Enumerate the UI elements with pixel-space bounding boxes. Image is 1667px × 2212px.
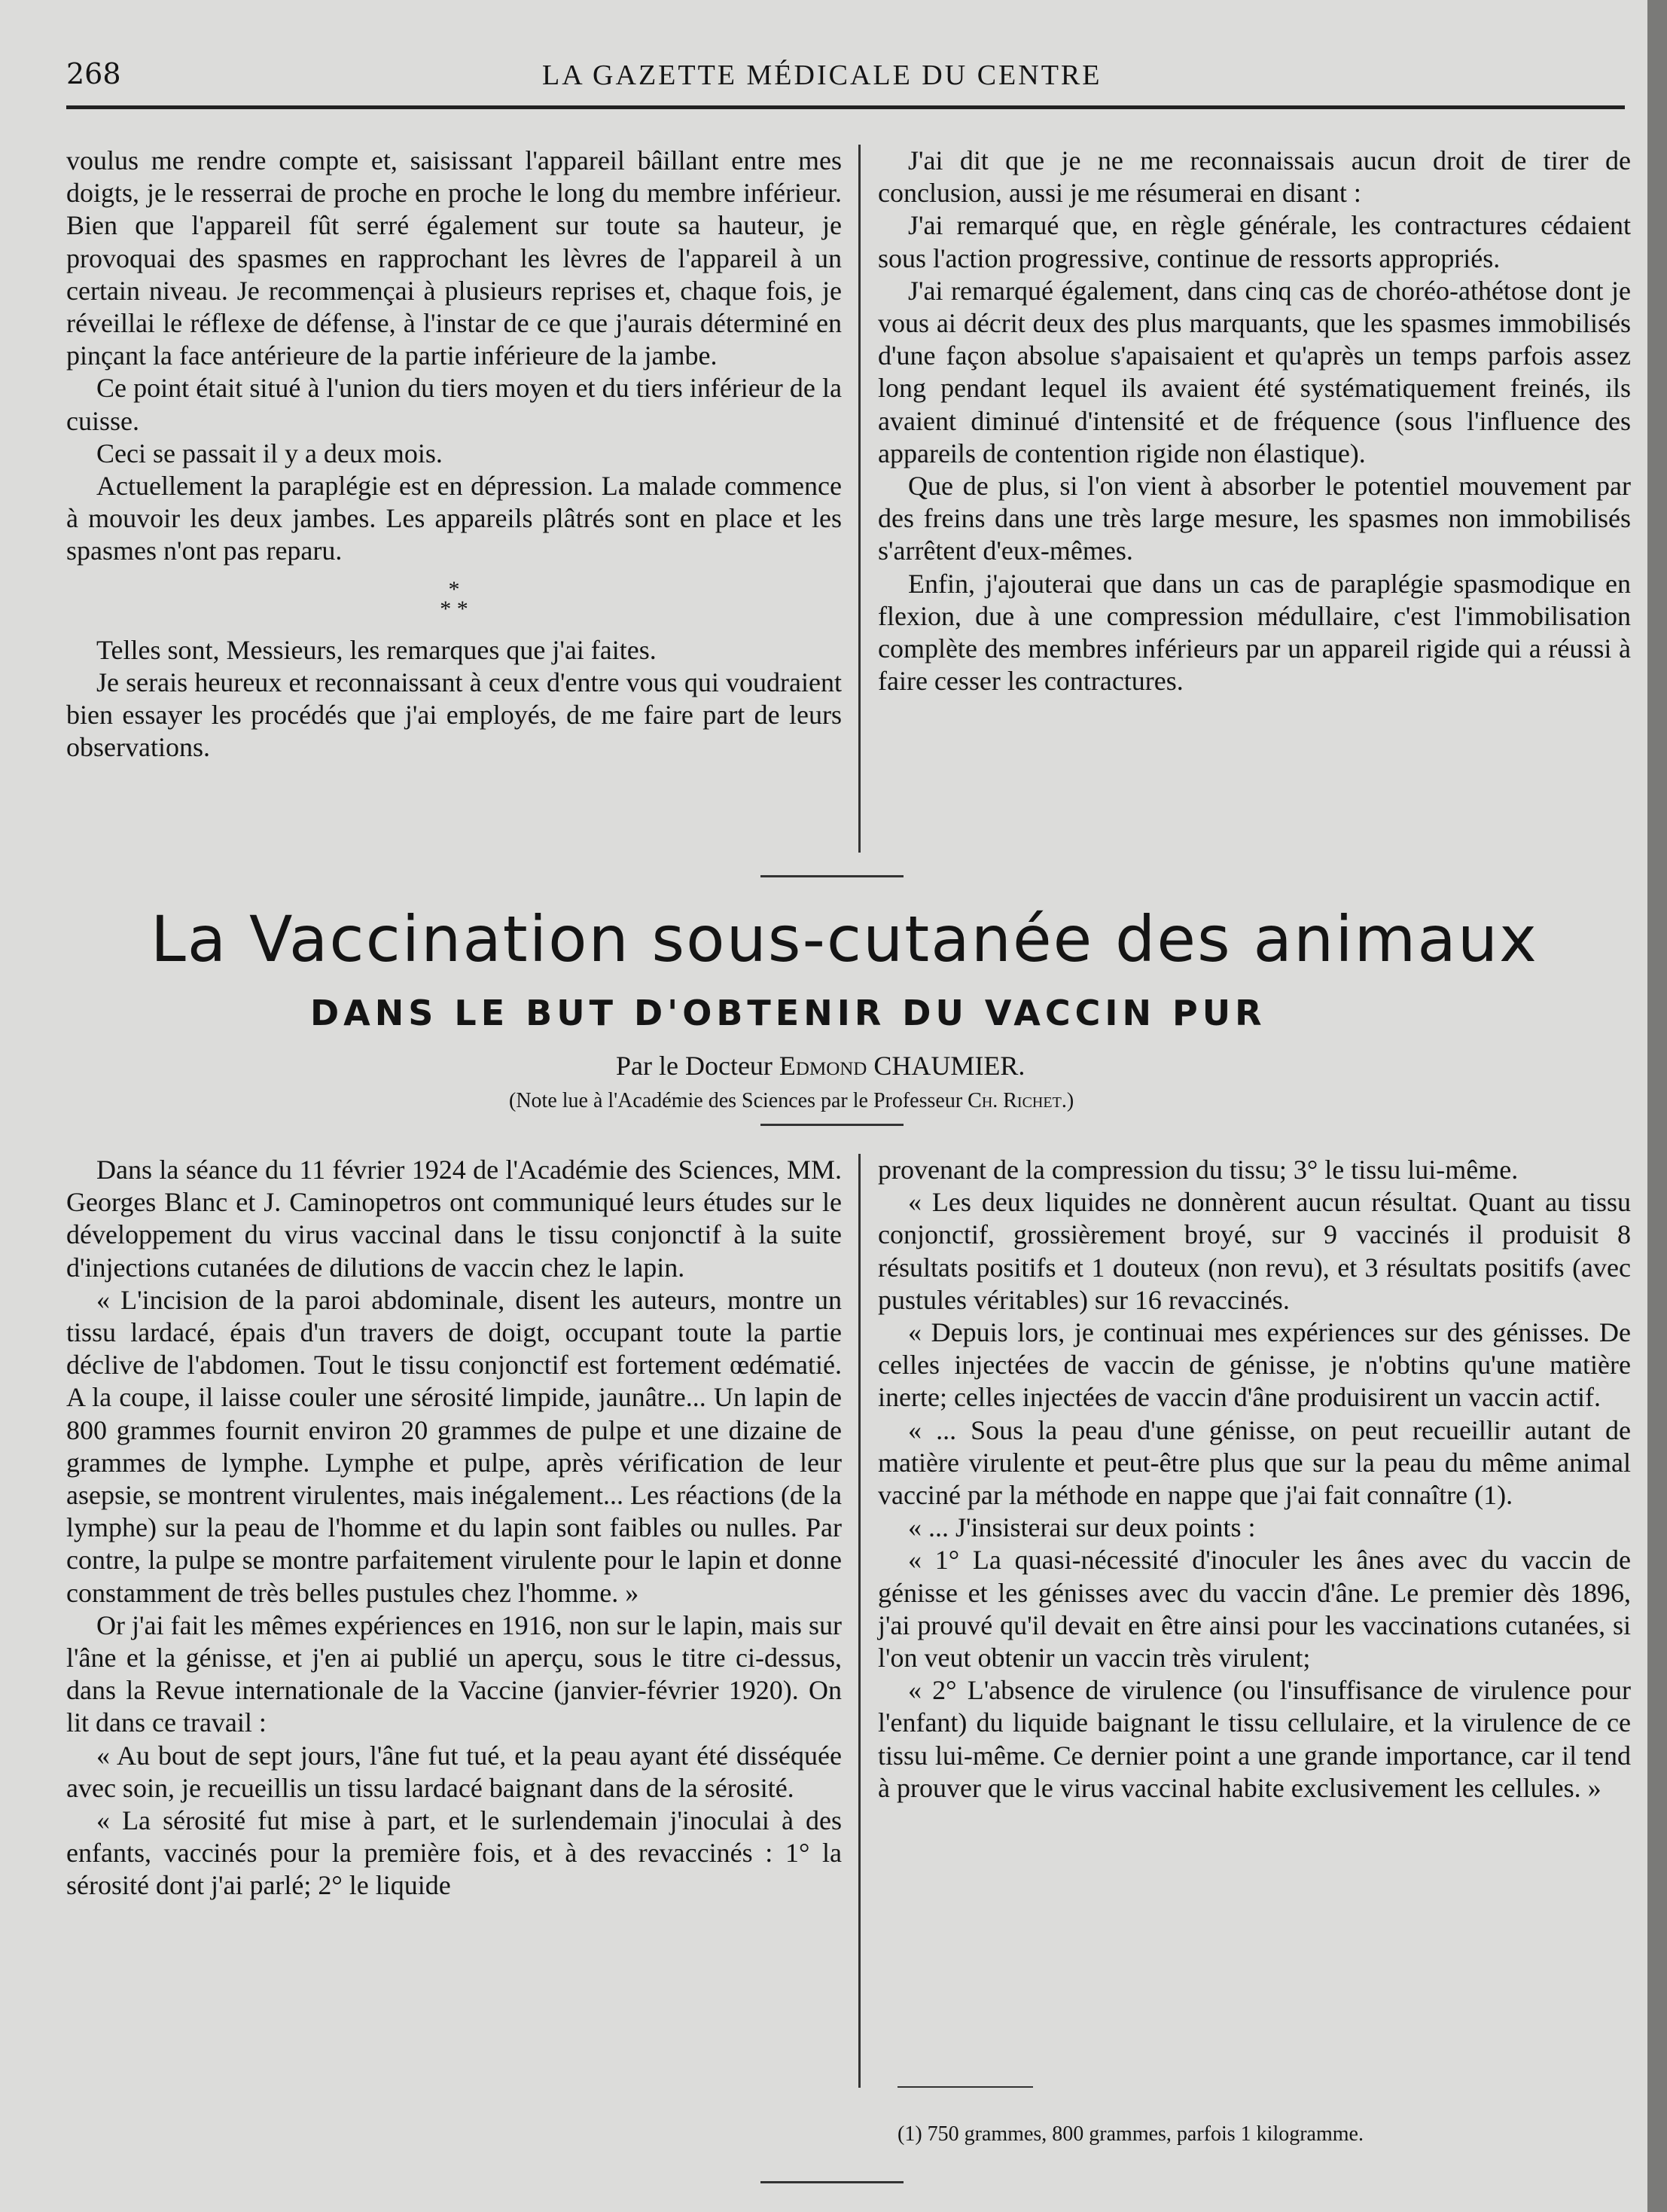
column-divider-top xyxy=(858,145,861,853)
paragraph: voulus me rendre compte et, saisissant l'appareil bâillant entre mes doigts, je le resserrai de proche en proche le long du membre inférieur. Bien que l'appareil fût serré également sur toute sa hauteur, je provoquai des spasmes en rapprochant les lèvres de l'appareil à un certain niveau. Je recommençai à plusieurs reprises et, chaque fois, je réveillai le réflexe de défense, à l'instar de ce que j'aurais déterminé en pinçant la face antérieure de la partie inférieure de la jambe. xyxy=(66,145,842,371)
note-suffix: .) xyxy=(1061,1089,1074,1112)
page-edge-shadow xyxy=(1647,0,1667,2212)
paragraph: J'ai dit que je ne me reconnaissais aucun droit de tirer de conclusion, aussi je me résumerai en disant : xyxy=(878,145,1631,209)
paragraph: « 2° L'absence de virulence (ou l'insuffisance de virulence pour l'enfant) du liquide baignant le tissu cellulaire, et la virulence de ce tissu lui-même. Ce dernier point a une grande importance, car il tend à prouver que le virus vaccinal habite exclusivement les cellules. » xyxy=(878,1675,1631,1803)
article-note xyxy=(509,1089,1074,1113)
paragraph: Telles sont, Messieurs, les remarques que j'ai faites. xyxy=(96,634,657,665)
paragraph: Dans la séance du 11 février 1924 de l'Académie des Sciences, MM. Georges Blanc et J. Caminopetros ont communiqué leurs études sur le développement du virus vaccinal dans le tissu conjonctif à la suite d'injections cutanées de dilutions de vaccin chez le lapin. xyxy=(66,1155,842,1283)
paragraph: « ... Sous la peau d'une génisse, on peut recueillir autant de matière virulente et peut-être plus que sur la peau du même animal vacciné par la méthode en nappe que j'ai fait connaître (1). xyxy=(878,1414,1631,1511)
paragraph: « Au bout de sept jours, l'âne fut tué, et la peau ayant été disséquée avec soin, je recueillis un tissu lardacé baignant dans de la sérosité. xyxy=(66,1740,842,1803)
paragraph: Actuellement la paraplégie est en dépression. La malade commence à mouvoir les deux jambes. Les appareils plâtrés sont en place et les spasmes n'ont pas reparu. xyxy=(66,471,842,566)
paragraph: Ceci se passait il y a deux mois. xyxy=(96,438,443,468)
author-last-name: CHAUMIER. xyxy=(867,1051,1025,1081)
column-divider-bottom xyxy=(858,1154,861,2088)
heading-rule xyxy=(760,1124,904,1126)
paragraph: « Depuis lors, je continuai mes expériences sur des génisses. De celles injectées de vaccin de génisse, je n'obtins qu'une matière inerte; celles injectées de vaccin d'âne produisirent un vaccin actif. xyxy=(878,1317,1631,1413)
note-prefix: (Note lue à l'Académie des Sciences par le Professeur xyxy=(509,1089,968,1112)
paragraph: « Les deux liquides ne donnèrent aucun résultat. Quant au tissu conjonctif, grossièrement broyé, sur 9 vaccinés il produisit 8 résultats positifs et 1 douteux (non revu), et 3 résultats positifs (avec pustules véritables) sur 16 revaccinés. xyxy=(878,1187,1631,1315)
paragraph: « ... J'insisterai sur deux points : xyxy=(908,1512,1256,1543)
author-prefix: Par le Docteur xyxy=(616,1051,779,1081)
paragraph-text: J'ai remarqué également, dans cinq cas de choréo-athétose dont je vous ai décrit deux des plus marquants, que les spasmes immobilisés d'une façon absolue s'apaisaient et qu'après un temps parfois assez long pendant lequel ils avaient été systématiquement freinés, ils avaient diminué d'intensité et de fréquence (sous l'influence des appareils de contention rigide non élastique). xyxy=(878,275,1631,468)
journal-title: LA GAZETTE MÉDICALE DU CENTRE xyxy=(542,59,1102,91)
paragraph: Ce point était situé à l'union du tiers moyen et du tiers inférieur de la cuisse. xyxy=(66,373,842,436)
paragraph: Que de plus, si l'on vient à absorber le potentiel mouvement par des freins dans une très large mesure, les spasmes non immobilisés s'arrêtent d'eux-mêmes. xyxy=(878,471,1631,566)
article-separator-rule xyxy=(760,875,904,877)
paragraph: J'ai remarqué que, en règle générale, les contractures cédaient sous l'action progressive, continue de ressorts appropriés. xyxy=(878,210,1631,273)
bottom-left-column xyxy=(66,1154,842,1902)
section-separator: * * * xyxy=(440,576,468,621)
top-left-column xyxy=(66,145,842,764)
paragraph: Je serais heureux et reconnaissant à ceux d'entre vous qui voudraient bien essayer les procédés que j'ai employés, de me faire part de leurs observations. xyxy=(66,667,842,763)
paragraph: provenant de la compression du tissu; 3° le tissu lui-même. xyxy=(878,1155,1519,1185)
article-subtitle: DANS LE BUT D'OBTENIR DU VACCIN PUR xyxy=(310,993,1266,1033)
top-right-column xyxy=(878,145,1631,697)
page-number: 268 xyxy=(66,57,121,90)
article-author xyxy=(616,1050,1025,1082)
article-title: La Vaccination sous-cutanée des animaux xyxy=(151,902,1538,976)
paragraph: « 1° La quasi-nécessité d'inoculer les ânes avec du vaccin de génisse et les génisses avec du vaccin d'âne. Le premier dès 1896, j'ai prouvé qu'il devait en être ainsi pour les vaccinations cutanées, si l'on veut obtenir un vaccin très virulent; xyxy=(878,1545,1631,1673)
footnote-rule xyxy=(897,2086,1033,2088)
paragraph: « L'incision de la paroi abdominale, disent les auteurs, montre un tissu lardacé, épais d'un travers de doigt, occupant toute la partie déclive de l'abdomen. Tout le tissu conjonctif est fortement œdématié. A la coupe, il laisse couler une sérosité limpide, jaunâtre... Un lapin de 800 grammes fournit environ 20 grammes de pulpe et une dizaine de grammes de lymphe. Lymphe et pulpe, après vérification de leur asepsie, se montrent virulentes, mais inégalement... Les réactions (de la lymphe) sur la peau de l'homme et du lapin sont faibles ou nulles. Par contre, la pulpe se montre parfaitement virulente pour le lapin et donne constamment de très belles pustules chez l'homme. » xyxy=(66,1284,842,1608)
note-name: Ch. Richet xyxy=(968,1089,1062,1112)
paragraph: Or j'ai fait les mêmes expériences en 1916, non sur le lapin, mais sur l'âne et la génisse, et j'en ai publié un aperçu, sous le titre ci-dessus, dans la Revue internationale de la Vaccine (janvier-février 1920). On lit dans ce travail : xyxy=(66,1609,842,1738)
author-first-name: Edmond xyxy=(779,1051,867,1081)
paragraph xyxy=(878,275,1631,470)
footnote: (1) 750 grammes, 800 grammes, parfois 1 kilogramme. xyxy=(897,2122,1364,2146)
paragraph: Enfin, j'ajouterai que dans un cas de paraplégie spasmodique en flexion, due à une compression médullaire, c'est l'immobilisation complète des membres inférieurs par un appareil rigide qui a réussi à faire cesser les contractures. xyxy=(878,568,1631,697)
paragraph: « La sérosité fut mise à part, et le surlendemain j'inoculai à des enfants, vaccinés pour la première fois, et à des revaccinés : 1° la sérosité dont j'ai parlé; 2° le liquide xyxy=(66,1805,842,1901)
header-rule xyxy=(66,105,1625,109)
bottom-rule xyxy=(760,2181,904,2183)
bottom-right-column xyxy=(878,1154,1631,1805)
